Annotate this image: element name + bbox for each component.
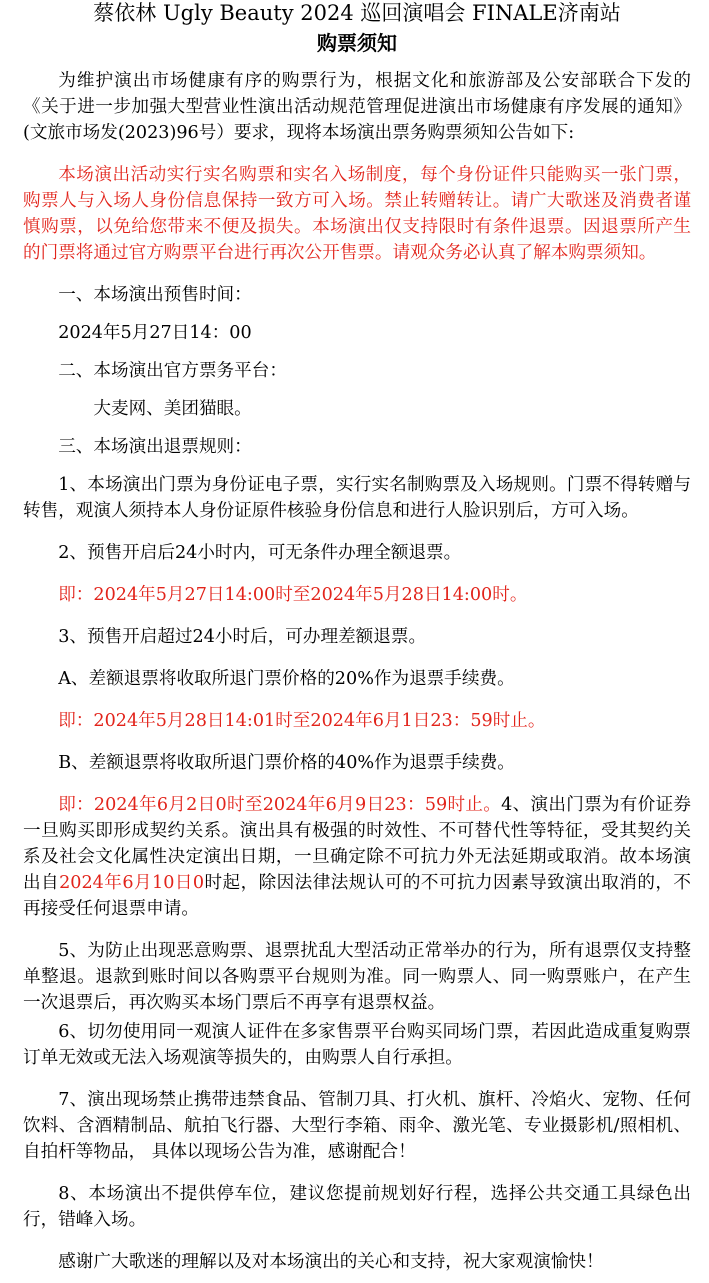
rule-4-cutoff-date: 2024年6月10日0 [59,873,205,893]
refund-heading: 三、本场演出退票规则： [58,437,252,457]
rule-3a-period: 即：2024年5月28日14:01时至2024年6月1日23：59时止。 [58,711,546,731]
rule-8: 8、本场演出不提供停车位，建议您提前规划好行程，选择公共交通工具绿色出行，错峰入场。 [23,1184,691,1230]
rule-3b-period: 即：2024年6月2日0时至2024年6月9日23：59时止。 [58,795,502,815]
page-subtitle: 购票须知 [317,31,397,55]
rule-2-period: 即：2024年5月27日14:00时至2024年5月28日14:00时。 [58,585,528,605]
presale-time: 2024年5月27日14：00 [58,323,252,343]
rule-3: 3、预售开启超过24小时后，可办理差额退票。 [58,627,427,647]
intro-paragraph: 为维护演出市场健康有序的购票行为，根据文化和旅游部及公安部联合下发的《关于进一步加强大型营业性演出活动规范管理促进演出市场健康有序发展的通知》(文旅市场发(2023)96号）要求，现将本场演出票务购票须知公告如下: [23,71,691,143]
platform-heading: 二、本场演出官方票务平台： [58,361,287,381]
rule-4-part-a: 4、演出门票为有价证券一旦购买即形成契约关系。演出具有极强的时效性、不可替代性等特征，受其契约关系及社会文化属性决定演出日期，一旦确定除不可抗力外无法延期或取消。故本场演出自 [23,795,692,893]
real-name-notice: 本场演出活动实行实名购票和实名入场制度，每个身份证件只能购买一张门票，购票人与入场人身份信息保持一致方可入场。禁止转赠转让。请广大歌迷及消费者谨慎购票，以免给您带来不便及损失。本场演出仅支持限时有条件退票。因退票所产生的门票将通过官方购票平台进行再次公开售票。请观众务必认真了解本购票须知。 [23,165,691,263]
presale-heading: 一、本场演出预售时间： [58,285,252,305]
rule-3a: A、差额退票将收取所退门票价格的20%作为退票手续费。 [58,669,515,689]
platform-list: 大麦网、美团猫眼。 [93,399,252,419]
page-title: 蔡依林 Ugly Beauty 2024 巡回演唱会 FINALE济南站 [93,1,621,25]
rule-7: 7、演出现场禁止携带违禁食品、管制刀具、打火机、旗杆、冷焰火、宠物、任何饮料、含酒精制品、航拍飞行器、大型行李箱、雨伞、激光笔、专业摄影机/照相机、 自拍杆等物品， 具体以现场公告为准，感谢配合！ [23,1090,691,1162]
closing-message: 感谢广大歌迷的理解以及对本场演出的关心和支持，祝大家观演愉快！ [58,1252,604,1272]
rule-1: 1、本场演出门票为身份证电子票，实行实名制购票及入场规则。门票不得转赠与转售，观演人须持本人身份证原件核验身份信息和进行人脸识别后，方可入场。 [23,475,691,521]
rule-3b-and-4 [23,792,691,922]
rule-3b: B、差额退票将收取所退门票价格的40%作为退票手续费。 [58,753,515,773]
rule-4-part-b: 时起，除因法律法规认可的不可抗力因素导致演出取消的，不再接受任何退票申请。 [23,873,691,919]
rule-5: 5、为防止出现恶意购票、退票扰乱大型活动正常举办的行为，所有退票仅支持整单整退。退款到账时间以各购票平台规则为准。同一购票人、同一购票账户，在产生一次退票后，再次购买本场门票后不再享有退票权益。 [23,941,691,1013]
rule-2: 2、预售开启后24小时内，可无条件办理全额退票。 [58,543,462,563]
rule-6: 6、切勿使用同一观演人证件在多家售票平台购买同场门票，若因此造成重复购票订单无效或无法入场观演等损失的，由购票人自行承担。 [23,1022,691,1068]
